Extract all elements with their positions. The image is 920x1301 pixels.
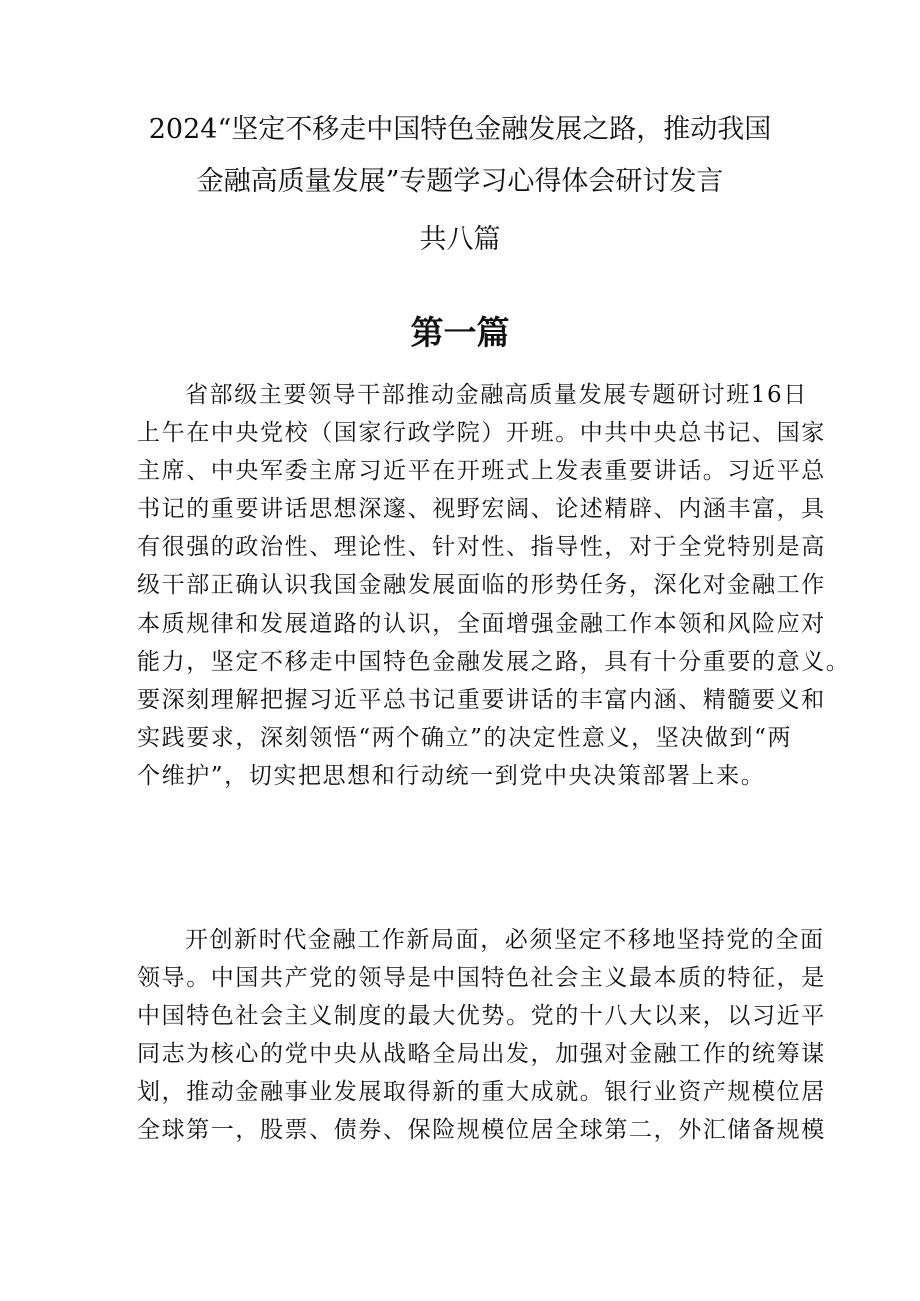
- paragraph-line: 级干部正确认识我国金融发展面临的形势任务，深化对金融工作: [137, 572, 826, 599]
- paragraph-1: [137, 376, 851, 795]
- document-subtitle: 共八篇: [419, 224, 501, 255]
- paragraph-line: 实践要求，深刻领悟“两个确立”的决定性意义，坚决做到“两: [137, 724, 793, 751]
- title-line-1: 2024“坚定不移走中国特色金融发展之路，推动我国: [148, 114, 772, 145]
- paragraph-line: 书记的重要讲话思想深邃、视野宏阔、论述精辟、内涵丰富，具: [137, 496, 826, 523]
- paragraph-line: 本质规律和发展道路的认识，全面增强金融工作本领和风险应对: [137, 610, 826, 637]
- paragraph-line: 上午在中央党校（国家行政学院）开班。中共中央总书记、国家: [137, 420, 826, 447]
- paragraph-line: 有很强的政治性、理论性、针对性、指导性，对于全党特别是高: [137, 534, 826, 561]
- paragraph-line: 领导。中国共产党的领导是中国特色社会主义最本质的特征，是: [137, 965, 826, 992]
- document-title: [100, 104, 820, 208]
- paragraph-line: 要深刻理解把握习近平总书记重要讲话的丰富内涵、精髓要义和: [137, 686, 826, 713]
- title-line-2: 金融高质量发展”专题学习心得体会研讨发言: [196, 166, 724, 197]
- paragraph-line: 开创新时代金融工作新局面，必须坚定不移地坚持党的全面: [185, 927, 825, 953]
- section-heading: 第一篇: [410, 313, 510, 352]
- paragraph-line: 主席、中央军委主席习近平在开班式上发表重要讲话。习近平总: [137, 458, 826, 485]
- paragraph-line: 划，推动金融事业发展取得新的重大成就。银行业资产规模位居: [137, 1079, 826, 1106]
- paragraph-2: [137, 921, 826, 1150]
- paragraph-line: 中国特色社会主义制度的最大优势。党的十八大以来，以习近平: [137, 1003, 826, 1030]
- paragraph-line: 能力，坚定不移走中国特色金融发展之路，具有十分重要的意义。: [137, 648, 851, 675]
- paragraph-line: 个维护”，切实把思想和行动统一到党中央决策部署上来。: [137, 762, 766, 789]
- paragraph-line: 同志为核心的党中央从战略全局出发，加强对金融工作的统筹谋: [137, 1041, 826, 1068]
- paragraph-line: 省部级主要领导干部推动金融高质量发展专题研讨班16日: [185, 382, 808, 408]
- paragraph-line: 全球第一，股票、债券、保险规模位居全球第二，外汇储备规模: [137, 1117, 826, 1144]
